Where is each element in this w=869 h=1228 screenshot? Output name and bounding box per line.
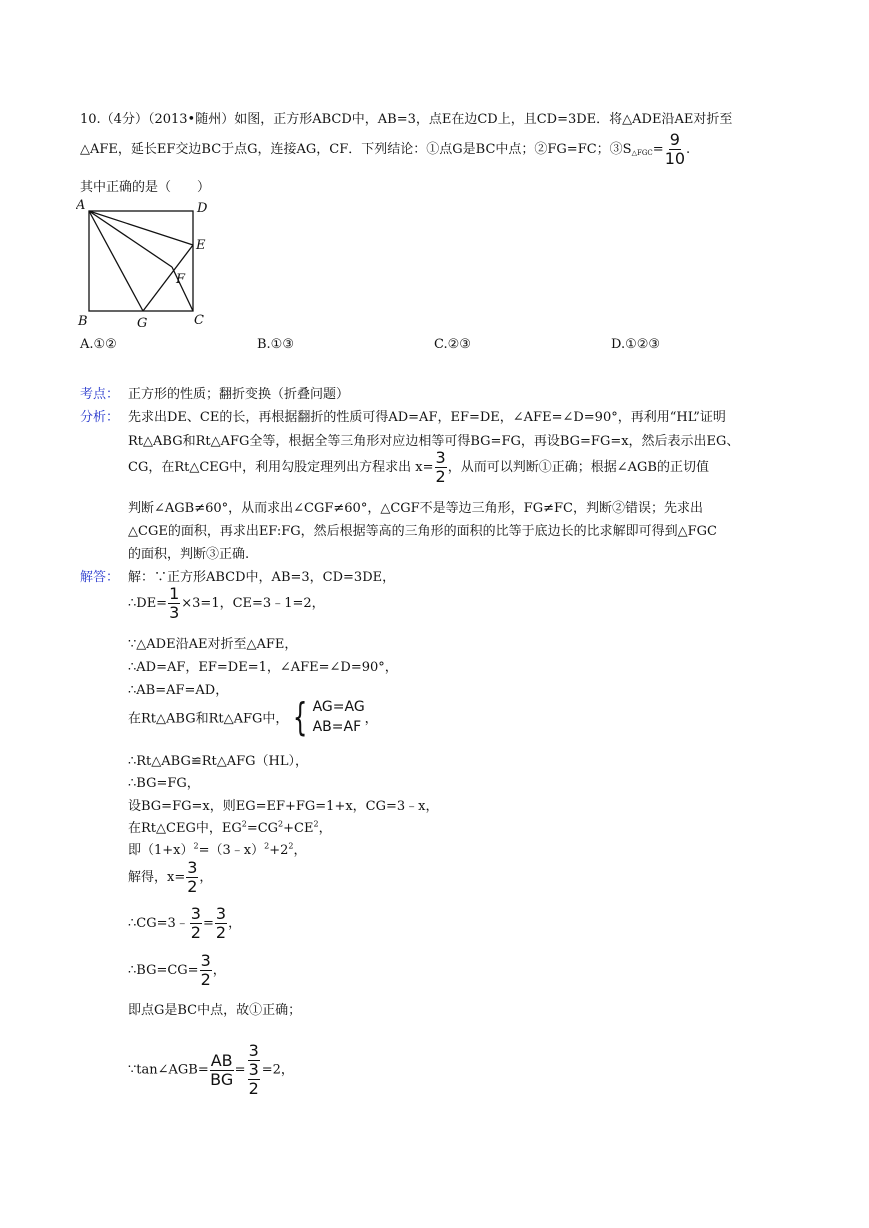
label-d: D — [197, 201, 208, 216]
kaodian-text: 正方形的性质；翻折变换（折叠问题） — [128, 387, 350, 402]
solution-line-6: 在Rt△ABG和Rt△AFG中， { AG=AG AB=AF ， — [128, 695, 378, 739]
solution-line-7: ∴Rt△ABG≌Rt△AFG（HL）， — [128, 754, 309, 769]
fenxi-line-2: Rt△ABG和Rt△AFG全等，根据全等三角形对应边相等可得BG=FG，再设BG=FG=x，然后表示出EG、 — [128, 434, 740, 449]
solution-line-10: 在Rt△CEG中，$EG^2=CG^2+CE^2$， — [128, 819, 332, 836]
solution-line-11: 即$(1+x)^2=(3﹣x)^2+2^2$， — [128, 841, 307, 858]
fenxi-label: 分析： — [80, 410, 120, 425]
solution-line-1: 解：∵正方形ABCD中，AB=3，CD=3DE， — [128, 570, 396, 585]
fraction-1-3: $\frac{1}{3}$ — [169, 584, 180, 622]
square-figure — [76, 199, 216, 329]
solution-line-12: 解得，x= $\frac{3}{2}$ ， — [128, 858, 213, 896]
label-c: C — [194, 313, 204, 328]
kaodian-label: 考点： — [80, 387, 120, 402]
label-a: A — [76, 199, 86, 213]
fenxi-line-1: 先求出DE、CE的长，再根据翻折的性质可得AD=AF，EF=DE，∠AFE=∠D=90°，再利用“HL”证明 — [128, 410, 726, 425]
solution-line-14: ∴BG=CG= $\frac{3}{2}$ ， — [128, 951, 226, 989]
solution-line-9: 设BG=FG=x，则EG=EF+FG=1+x，CG=3﹣x， — [128, 799, 439, 814]
solution-line-5: ∴AB=AF=AD， — [128, 683, 229, 698]
label-f: F — [176, 272, 186, 287]
option-b: B.①③ — [257, 337, 294, 352]
fenxi-line-6: 的面积，判断③正确. — [128, 547, 250, 562]
equation-system: { AG=AG AB=AF — [293, 695, 365, 739]
fenxi-line-4: 判断∠AGB≠60°，从而求出∠CGF≠60°，△CGF不是等边三角形，FG≠FC，判断②错误；先求出 — [128, 501, 703, 516]
problem-line-1: 10.（4分）（2013•随州）如图，正方形ABCD中，AB=3，点E在边CD上，且CD=3DE．将△ADE沿AE对折至 — [80, 112, 733, 127]
solution-line-13: ∴CG=3﹣ $\frac{3}{2}$ = $\frac{3}{2}$ ， — [128, 904, 242, 942]
problem-line-2: △AFE，延长EF交边BC于点G，连接AG，CF．下列结论：①点G是BC中点；②FG=FC；$③S_{\triangle FGC}=$ $\frac{9}{10}$ . — [80, 130, 691, 168]
geometry-diagram — [76, 199, 216, 329]
option-d: D.①②③ — [611, 337, 661, 352]
fenxi-line-5: △CGE的面积，再求出EF:FG，然后根据等高的三角形的面积的比等于底边长的比求解即可得到△FGC — [128, 524, 717, 539]
solution-line-4: ∴AD=AF，EF=DE=1，∠AFE=∠D=90°， — [128, 660, 398, 675]
square-abcd — [89, 211, 193, 311]
solution-line-15: 即点G是BC中点，故①正确； — [128, 1003, 302, 1018]
option-c: C.②③ — [434, 337, 471, 352]
label-e: E — [196, 238, 206, 253]
jieda-label: 解答： — [80, 570, 120, 585]
label-b: B — [78, 314, 88, 329]
label-g: G — [137, 316, 148, 329]
solution-line-2: ∴DE= $\frac{1}{3}$ ×3=1，CE=3﹣1=2， — [128, 584, 325, 622]
problem-line-3: 其中正确的是（ ） — [80, 180, 211, 195]
segment-af — [89, 211, 172, 267]
option-a: A.①② — [80, 337, 117, 352]
fenxi-line-3: CG，在Rt△CEG中，利用勾股定理列出方程求出 x= $\frac{3}{2}$ ，从而可以判断①正确；根据∠AGB的正切值 — [128, 448, 709, 486]
fraction-9-10: $\frac{9}{10}$ — [664, 130, 686, 168]
solution-line-8: ∴BG=FG， — [128, 776, 200, 791]
solution-line-3: ∵△ADE沿AE对折至△AFE， — [128, 637, 298, 652]
fraction-3-2: $\frac{3}{2}$ — [435, 448, 446, 486]
segment-eg — [143, 245, 193, 311]
solution-line-16: ∵tan∠AGB= $\frac{AB}{BG}$ = $\frac{3}{\frac{3}{2}}$ =2， — [128, 1041, 294, 1098]
